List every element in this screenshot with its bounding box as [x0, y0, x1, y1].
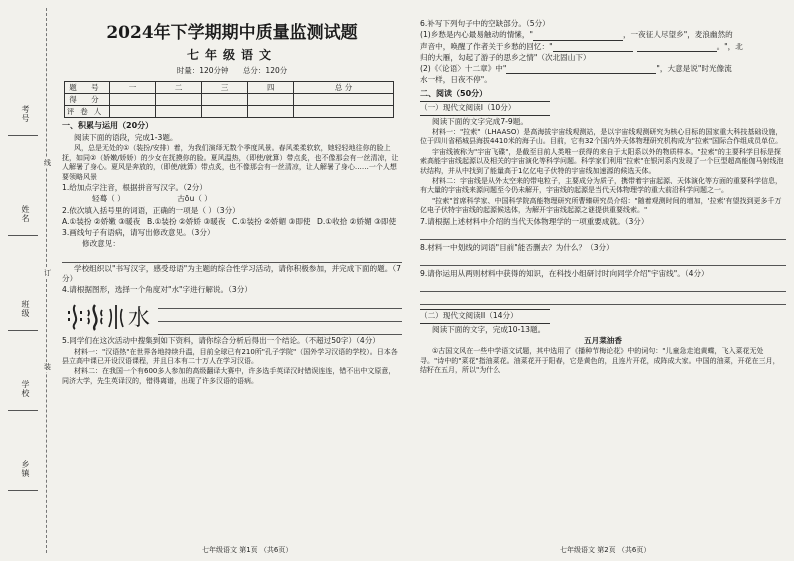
- binding-field-line: [8, 490, 38, 491]
- fill-blank[interactable]: [506, 65, 656, 74]
- question-8: 8.材料一中划线的词语"目前"能否删去？为什么？（3分）: [420, 242, 614, 252]
- answer-line[interactable]: [420, 228, 786, 240]
- question-6-line-4: [420, 64, 786, 74]
- table-cell: 一: [110, 82, 156, 94]
- exam-subtitle: 七年级语文: [186, 47, 277, 62]
- instruction: 阅读下面的语段，完成1-3题。: [74, 133, 178, 143]
- table-cell[interactable]: [294, 94, 394, 106]
- fill-text: (2)《〈论语〉十二章》中": [420, 64, 507, 73]
- table-cell: 总 分: [294, 82, 394, 94]
- material-2: 材料二：在我国一个有600多人参加的高级翻译大赛中，许多选手英译汉时错误连连，错不出中文原意，同济大学，先生英译汉的，错得离谱，出现了许多汉语的语病。: [62, 367, 396, 385]
- table-cell[interactable]: [202, 106, 248, 118]
- table-row: [65, 106, 394, 118]
- answer-line[interactable]: [420, 254, 786, 266]
- answer-line[interactable]: [420, 293, 786, 305]
- modern-water-glyph: 水: [128, 305, 151, 331]
- table-cell[interactable]: [202, 94, 248, 106]
- table-cell: 得 分: [65, 94, 110, 106]
- binding-field-line: [8, 235, 38, 236]
- question-1-item: 古ōu（ ）: [177, 194, 212, 204]
- glyph-figure-row: [62, 296, 402, 335]
- table-cell: 评卷人: [65, 106, 110, 118]
- section-heading: 一、积累与运用（20分）: [62, 121, 154, 131]
- question-7: 7.请根据上述材料中介绍的当代天体物理学的一项重要成就。（3分）: [420, 216, 649, 226]
- answer-line[interactable]: [158, 310, 402, 322]
- exam-full-score: 总分：120分: [242, 66, 288, 76]
- answer-line[interactable]: [158, 297, 402, 309]
- option[interactable]: C.①装扮 ②娇媚 ③即使: [232, 216, 311, 226]
- binding-field-line: [8, 330, 38, 331]
- table-row: [65, 94, 394, 106]
- table-cell: 二: [156, 82, 202, 94]
- table-row: [65, 82, 394, 94]
- exam-time: 时量：120分钟: [176, 66, 229, 76]
- essay-paragraph: ①古国文风在一些中学语文试题，其中选用了《播种节梅论花》中的词句："儿童急走追黄蝶，飞入菜花无处寻。"诗中的"菜花"指油菜花。油菜花开于阳春，它是黄色的，且连片开花，成阵成大家。中国的油菜，开花在三月，结籽在五月，所以"为什么: [420, 347, 780, 375]
- table-cell[interactable]: [248, 94, 294, 106]
- table-cell: 四: [248, 82, 294, 94]
- fill-text: "，大意是说"时光像流: [656, 64, 732, 73]
- table-cell: 三: [202, 82, 248, 94]
- passage: 风，总是无处的①（装扮/安排）着，为我们演绎无数个季度风景。春风柔柔软软，她轻轻地往你的脸上抚，如同②（娇嫩/娇娇）的少女在抚摸你的脸。夏风温热，（即使/就算）带点炙，也不像那会有一丝清凉，让人解暑了身心。夏风是奔放的，（即使/就算）带点炙，也不像那会有一丝清凉，让人解暑了身心……一个人想要领略风景: [62, 144, 399, 181]
- material-paragraph: 材料二：宇宙线是从外太空来的带电粒子，主要成分为质子，携带着宇宙起源、天体演化等方面的重要科学信息，有大量的宇宙线来源问题至今仍未解开，宇宙线的起源是当代天体物理学的重大前沿科学问题之一。: [420, 176, 782, 195]
- table-cell[interactable]: [248, 106, 294, 118]
- instruction: 阅读下面的文字，完成10-13题。: [432, 324, 546, 334]
- fill-blank[interactable]: [533, 32, 623, 41]
- fill-text: ，一夜征人尽望乡"，麦浪幽然的: [622, 30, 733, 40]
- question-3-answer-label: 修改意见：: [82, 239, 120, 249]
- binding-label-name: 姓名: [21, 205, 30, 223]
- question-1-item: 轻蓦（ ）: [92, 194, 125, 204]
- question-9: 9.请你运用从两则材料中获得的知识，在科技小组研讨时向同学介绍"宇宙线"。（4分）: [420, 269, 709, 279]
- binding-mark: 订: [44, 269, 51, 277]
- question-1: 1.给加点字注音，根据拼音写汉字。（2分）: [62, 183, 207, 193]
- question-4-answer-area: [158, 296, 402, 335]
- fill-text: (1)乡愁是内心最易触动的情愫，": [420, 30, 533, 40]
- section-heading: 二、阅读（50分）: [420, 88, 488, 98]
- binding-field-line: [8, 410, 38, 411]
- question-6-line-5: 水一样，日夜不停"。: [420, 75, 492, 85]
- page-footer: 七年级语文 第1页 （共6页）: [202, 545, 293, 554]
- table-cell[interactable]: [156, 94, 202, 106]
- exam-meta: [62, 66, 402, 76]
- bronze-water-glyph: [86, 303, 104, 331]
- material-paragraph: 材料一："拉索"（LHAASO）是高海拔宇宙线观测站，是以宇宙线观测研究为核心目标的国家重大科技基础设施，位于四川省稻城县海拔4410米的海子山。目前，它有32个国内外天体物理研究机构成为"拉索"国际合作组成员单位。: [420, 127, 783, 146]
- binding-cut-line: [46, 8, 47, 553]
- question-6-line-2: [420, 42, 786, 52]
- binding-field-line: [8, 135, 38, 136]
- water-glyph-evolution: [66, 303, 150, 331]
- exam-title: 2024年下学期期中质量监测试题: [106, 23, 358, 43]
- fill-blank[interactable]: [637, 43, 717, 52]
- question-2-options: [62, 217, 402, 227]
- question-6-line-3: 归的大雁，勾起了游子的思乡之情"（次北固山下）: [420, 52, 591, 62]
- fill-blank[interactable]: [553, 43, 633, 52]
- activity-intro: 学校组织以"书写汉字，感受母语"为主题的综合性学习活动，请你积极参加，并完成下面的题。（7分）: [62, 263, 401, 283]
- subsection-heading: （二）现代文阅读II（14分）: [420, 309, 550, 323]
- binding-mark: 装: [44, 363, 51, 371]
- table-cell[interactable]: [294, 106, 394, 118]
- binding-label-exam-id: 考号: [21, 105, 30, 123]
- table-cell[interactable]: [156, 106, 202, 118]
- question-5: 5.同学们在这次活动中搜集到如下资料，请你综合分析后得出一个结论。（不超过50字）（4分）: [62, 336, 380, 346]
- instruction: 阅读下面的文字完成7-9题。: [432, 116, 528, 126]
- question-2: 2.依次填入括号里的词语，正确的一项是（ ）（3分）: [62, 205, 240, 215]
- table-cell[interactable]: [110, 106, 156, 118]
- oracle-water-glyph: [66, 303, 84, 331]
- binding-margin: [0, 0, 62, 561]
- question-6-line-1: [420, 30, 786, 40]
- answer-line[interactable]: [158, 323, 402, 335]
- page-1: [62, 0, 402, 561]
- table-cell[interactable]: [110, 94, 156, 106]
- binding-label-class: 班级: [21, 300, 30, 318]
- option[interactable]: A.①装扮 ②娇嫩 ③暖夜: [62, 216, 141, 226]
- binding-label-town: 乡镇: [21, 460, 30, 478]
- material-paragraph: "拉索"首席科学家、中国科学院高能物理研究所曹臻研究员介绍："随着观测时间的增加，'拉索'有望找到更多千万亿电子伏特宇宙线的起源候选体，为解开宇宙线起源之谜提供重要线索。": [420, 196, 782, 215]
- material-paragraph: 宇宙线被称为"宇宙飞碟"，是截至目前人类唯一获得的来自于太阳系以外的物质样本。"拉索"的主要科学目标是探索高能宇宙线起源以及相关的宇宙演化等科学问题。科学家们利用"拉索"在银河系内发现了一个巨型超高能伽马射线泡状结构，并从中找到了能量高于1亿亿电子伏特的宇宙线加速源的候选天体。: [420, 147, 784, 175]
- material-1: 材料一："汉语热"在世界各地持续升温，目前全球已有210所"孔子学院"（国外学习汉语的学校）。日本各县立高中课已开设汉语课程，并且日本有二十万人在学习汉语。: [62, 347, 398, 365]
- option[interactable]: D.①收拾 ②娇媚 ③即使: [317, 216, 397, 226]
- option[interactable]: B.①装扮 ②娇娇 ③暖夜: [147, 216, 226, 226]
- question-1-items: [62, 194, 402, 204]
- table-cell: 题 号: [65, 82, 110, 94]
- answer-line[interactable]: [420, 280, 786, 292]
- question-3: 3.画线句子有语病，请写出修改意见。（3分）: [62, 228, 215, 238]
- binding-mark: 线: [44, 159, 51, 167]
- binding-label-school: 学校: [21, 380, 30, 398]
- question-6: 6.补写下列句子中的空缺部分。（5分）: [420, 19, 550, 28]
- answer-line[interactable]: [62, 251, 402, 263]
- score-table: [64, 81, 394, 118]
- page-2: [420, 0, 786, 561]
- page-footer: 七年级语文 第2页 （共6页）: [560, 545, 651, 554]
- fill-text: 声音中，唤醒了作者关于乡愁的回忆：": [420, 41, 553, 51]
- question-4: 4.请根据图形，选择一个角度对"水"字进行解说。（3分）: [62, 285, 252, 295]
- subsection-heading: （一）现代文阅读I（10分）: [420, 101, 550, 115]
- fill-text: 。"，北: [716, 41, 743, 51]
- seal-water-glyph: [106, 303, 126, 331]
- essay-title: 五月菜油香: [584, 335, 622, 345]
